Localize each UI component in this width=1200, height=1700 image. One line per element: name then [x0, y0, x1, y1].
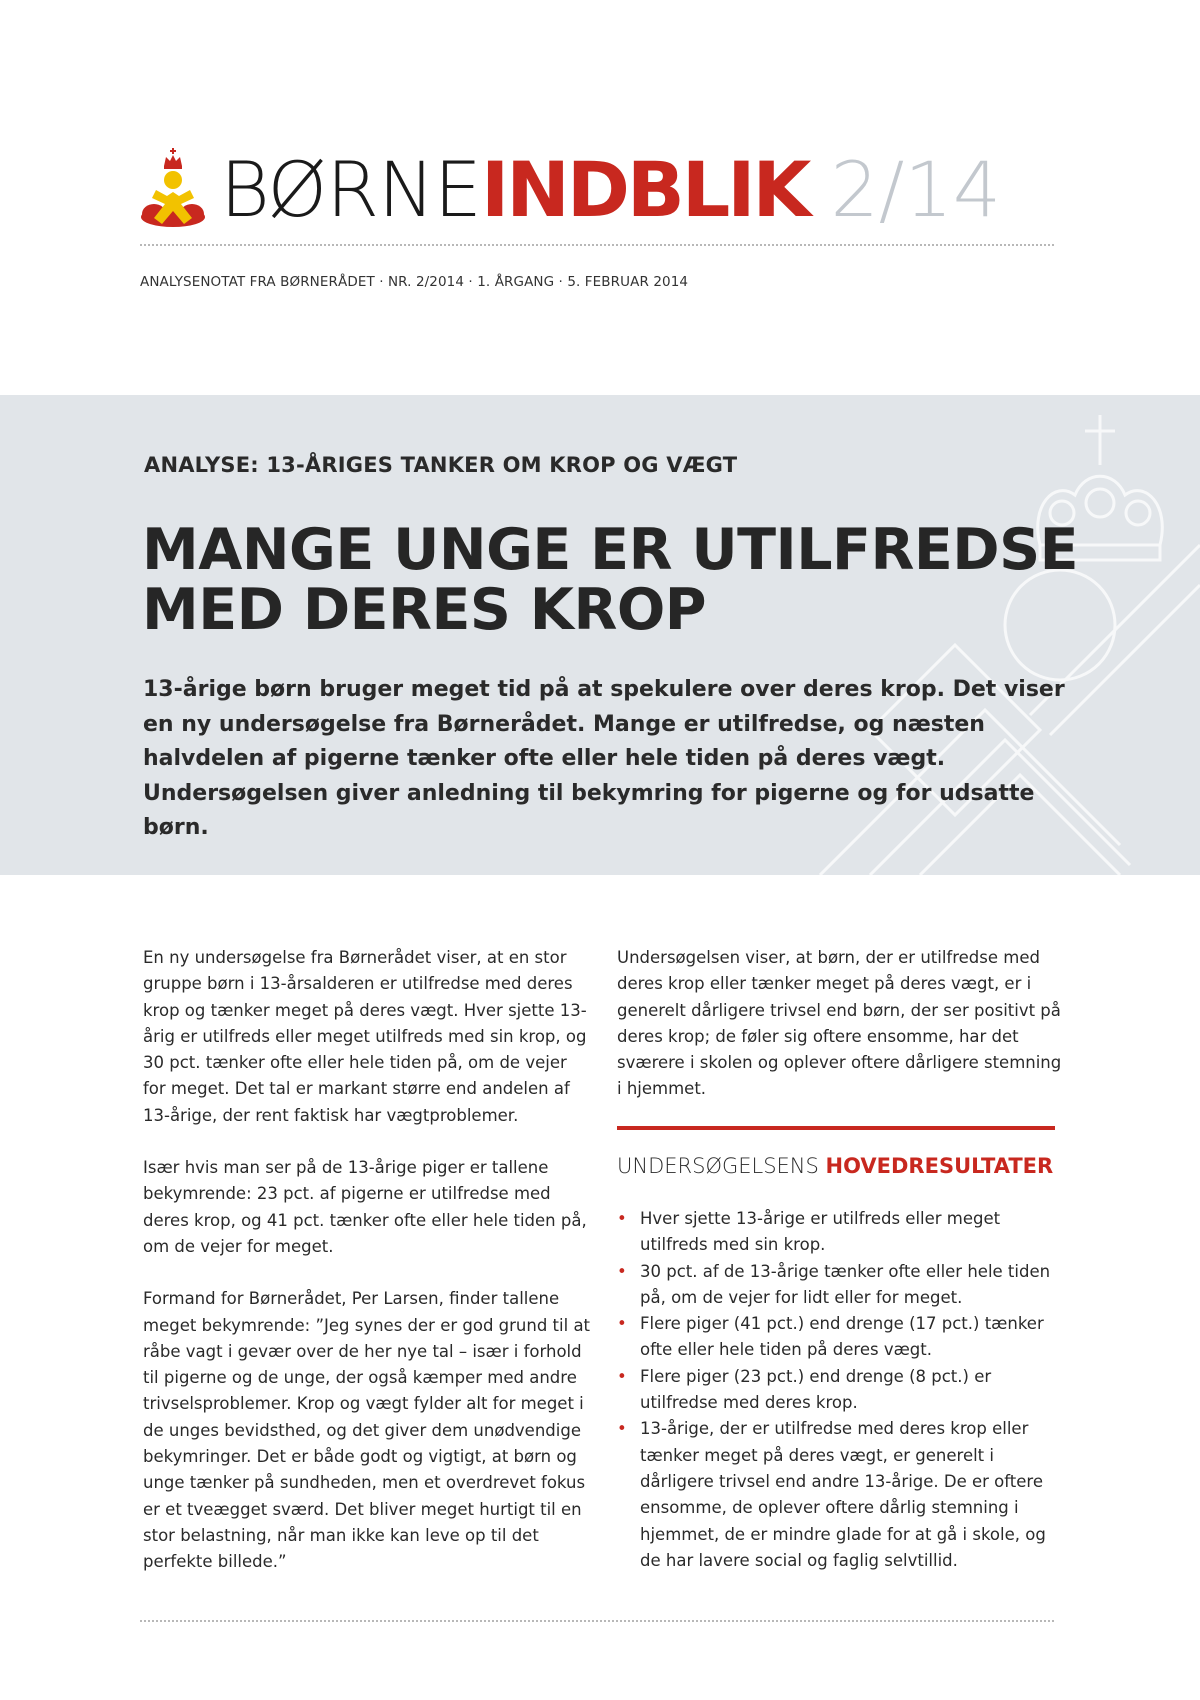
list-item: • Hver sjette 13-årige er utilfreds eller meget utilfreds med sin krop.	[617, 1206, 1057, 1259]
header-divider	[140, 244, 1054, 246]
issue-number: 2/14	[830, 145, 1002, 234]
body-right-column	[617, 945, 1065, 1129]
results-heading	[617, 1154, 1053, 1178]
crowned-child-logo-icon	[140, 148, 206, 228]
article-lead: 13-årige børn bruger meget tid på at spekulere over deres krop. Det viser en ny undersøgelse fra Børnerådet. Mange er utilfredse, og næsten halvdelen af pigerne tænker ofte eller hele tiden på deres vægt. Undersøgelsen giver anledning til bekymring for pigerne og for udsatte børn.	[143, 677, 1065, 840]
headline-line-2: MED DERES KROP	[142, 577, 707, 643]
body-paragraph: Især hvis man ser på de 13-årige piger er tallene bekymrende: 23 pct. af pigerne er utilfredse med deres krop, og 41 pct. tænker ofte eller hele tiden på, om de vejer for meget.	[143, 1158, 587, 1256]
body-paragraph: Undersøgelsen viser, at børn, der er utilfredse med deres krop eller tænker meget på deres vægt, er i generelt dårligere trivsel end børn, der ser positivt på deres krop; de føler sig oftere ensomme, har det sværere i skolen og oplever oftere dårligere stemning i hjemmet.	[617, 948, 1062, 1099]
publication-meta: ANALYSENOTAT FRA BØRNERÅDET · NR. 2/2014 · 1. ÅRGANG · 5. FEBRUAR 2014	[140, 274, 689, 290]
article-kicker: ANALYSE: 13-ÅRIGES TANKER OM KROP OG VÆGT	[144, 453, 738, 477]
article-headline	[142, 517, 1079, 643]
body-paragraph: Formand for Børnerådet, Per Larsen, finder tallene meget bekymrende: ”Jeg synes der er god grund til at råbe vagt i gevær over de her nye tal – især i forhold til pigerne og de unge, der også kæmper med andre trivselsproblemer. Krop og vægt fylder alt for meget i de unges bevidsthed, og det giver dem unødvendige bekymringer. Det er både godt og vigtigt, at børn og unge tænker på sundheden, men et overdrevet fokus er et tveægget sværd. Det bliver meget hurtigt til en stor belastning, når man ikke kan leve op til det perfekte billede.”	[143, 1289, 591, 1572]
body-paragraph: En ny undersøgelse fra Børnerådet viser, at en stor gruppe børn i 13-årsalderen er utilfredse med deres krop og tænker meget på deres vægt. Hver sjette 13-årig er utilfreds eller meget utilfreds med sin krop, og 30 pct. tænker ofte eller hele tiden på, om de vejer for meget. Det tal er markant større end andelen af 13-årige, der rent faktisk har vægtproblemer.	[143, 948, 587, 1125]
body-left-column	[143, 945, 593, 1602]
results-heading-light: UNDERSØGELSENS	[617, 1154, 826, 1178]
list-item: • Flere piger (23 pct.) end drenge (8 pct.) er utilfredse med deres krop.	[617, 1364, 1057, 1417]
wordmark-indblik: INDBLIK	[480, 145, 809, 234]
list-item: • Flere piger (41 pct.) end drenge (17 pct.) tænker ofte eller hele tiden på deres vægt.	[617, 1311, 1057, 1364]
masthead-logo	[140, 138, 1002, 234]
headline-line-1: MANGE UNGE ER UTILFREDSE	[142, 517, 1079, 583]
results-heading-bold: HOVEDRESULTATER	[825, 1154, 1054, 1178]
results-divider	[617, 1126, 1055, 1130]
list-item: • 13-årige, der er utilfredse med deres krop eller tænker meget på deres vægt, er generelt i dårligere trivsel end andre 13-årige. De er oftere ensomme, de oplever oftere dårlig stemning i hjemmet, de er mindre glade for at gå i skole, og de har lavere social og faglig selvtillid.	[617, 1416, 1057, 1574]
list-item: • 30 pct. af de 13-årige tænker ofte eller hele tiden på, om de vejer for lidt eller for meget.	[617, 1259, 1057, 1312]
footer-divider	[140, 1620, 1054, 1622]
wordmark-borne: BØRNE	[220, 145, 481, 234]
results-list	[617, 1206, 1057, 1574]
